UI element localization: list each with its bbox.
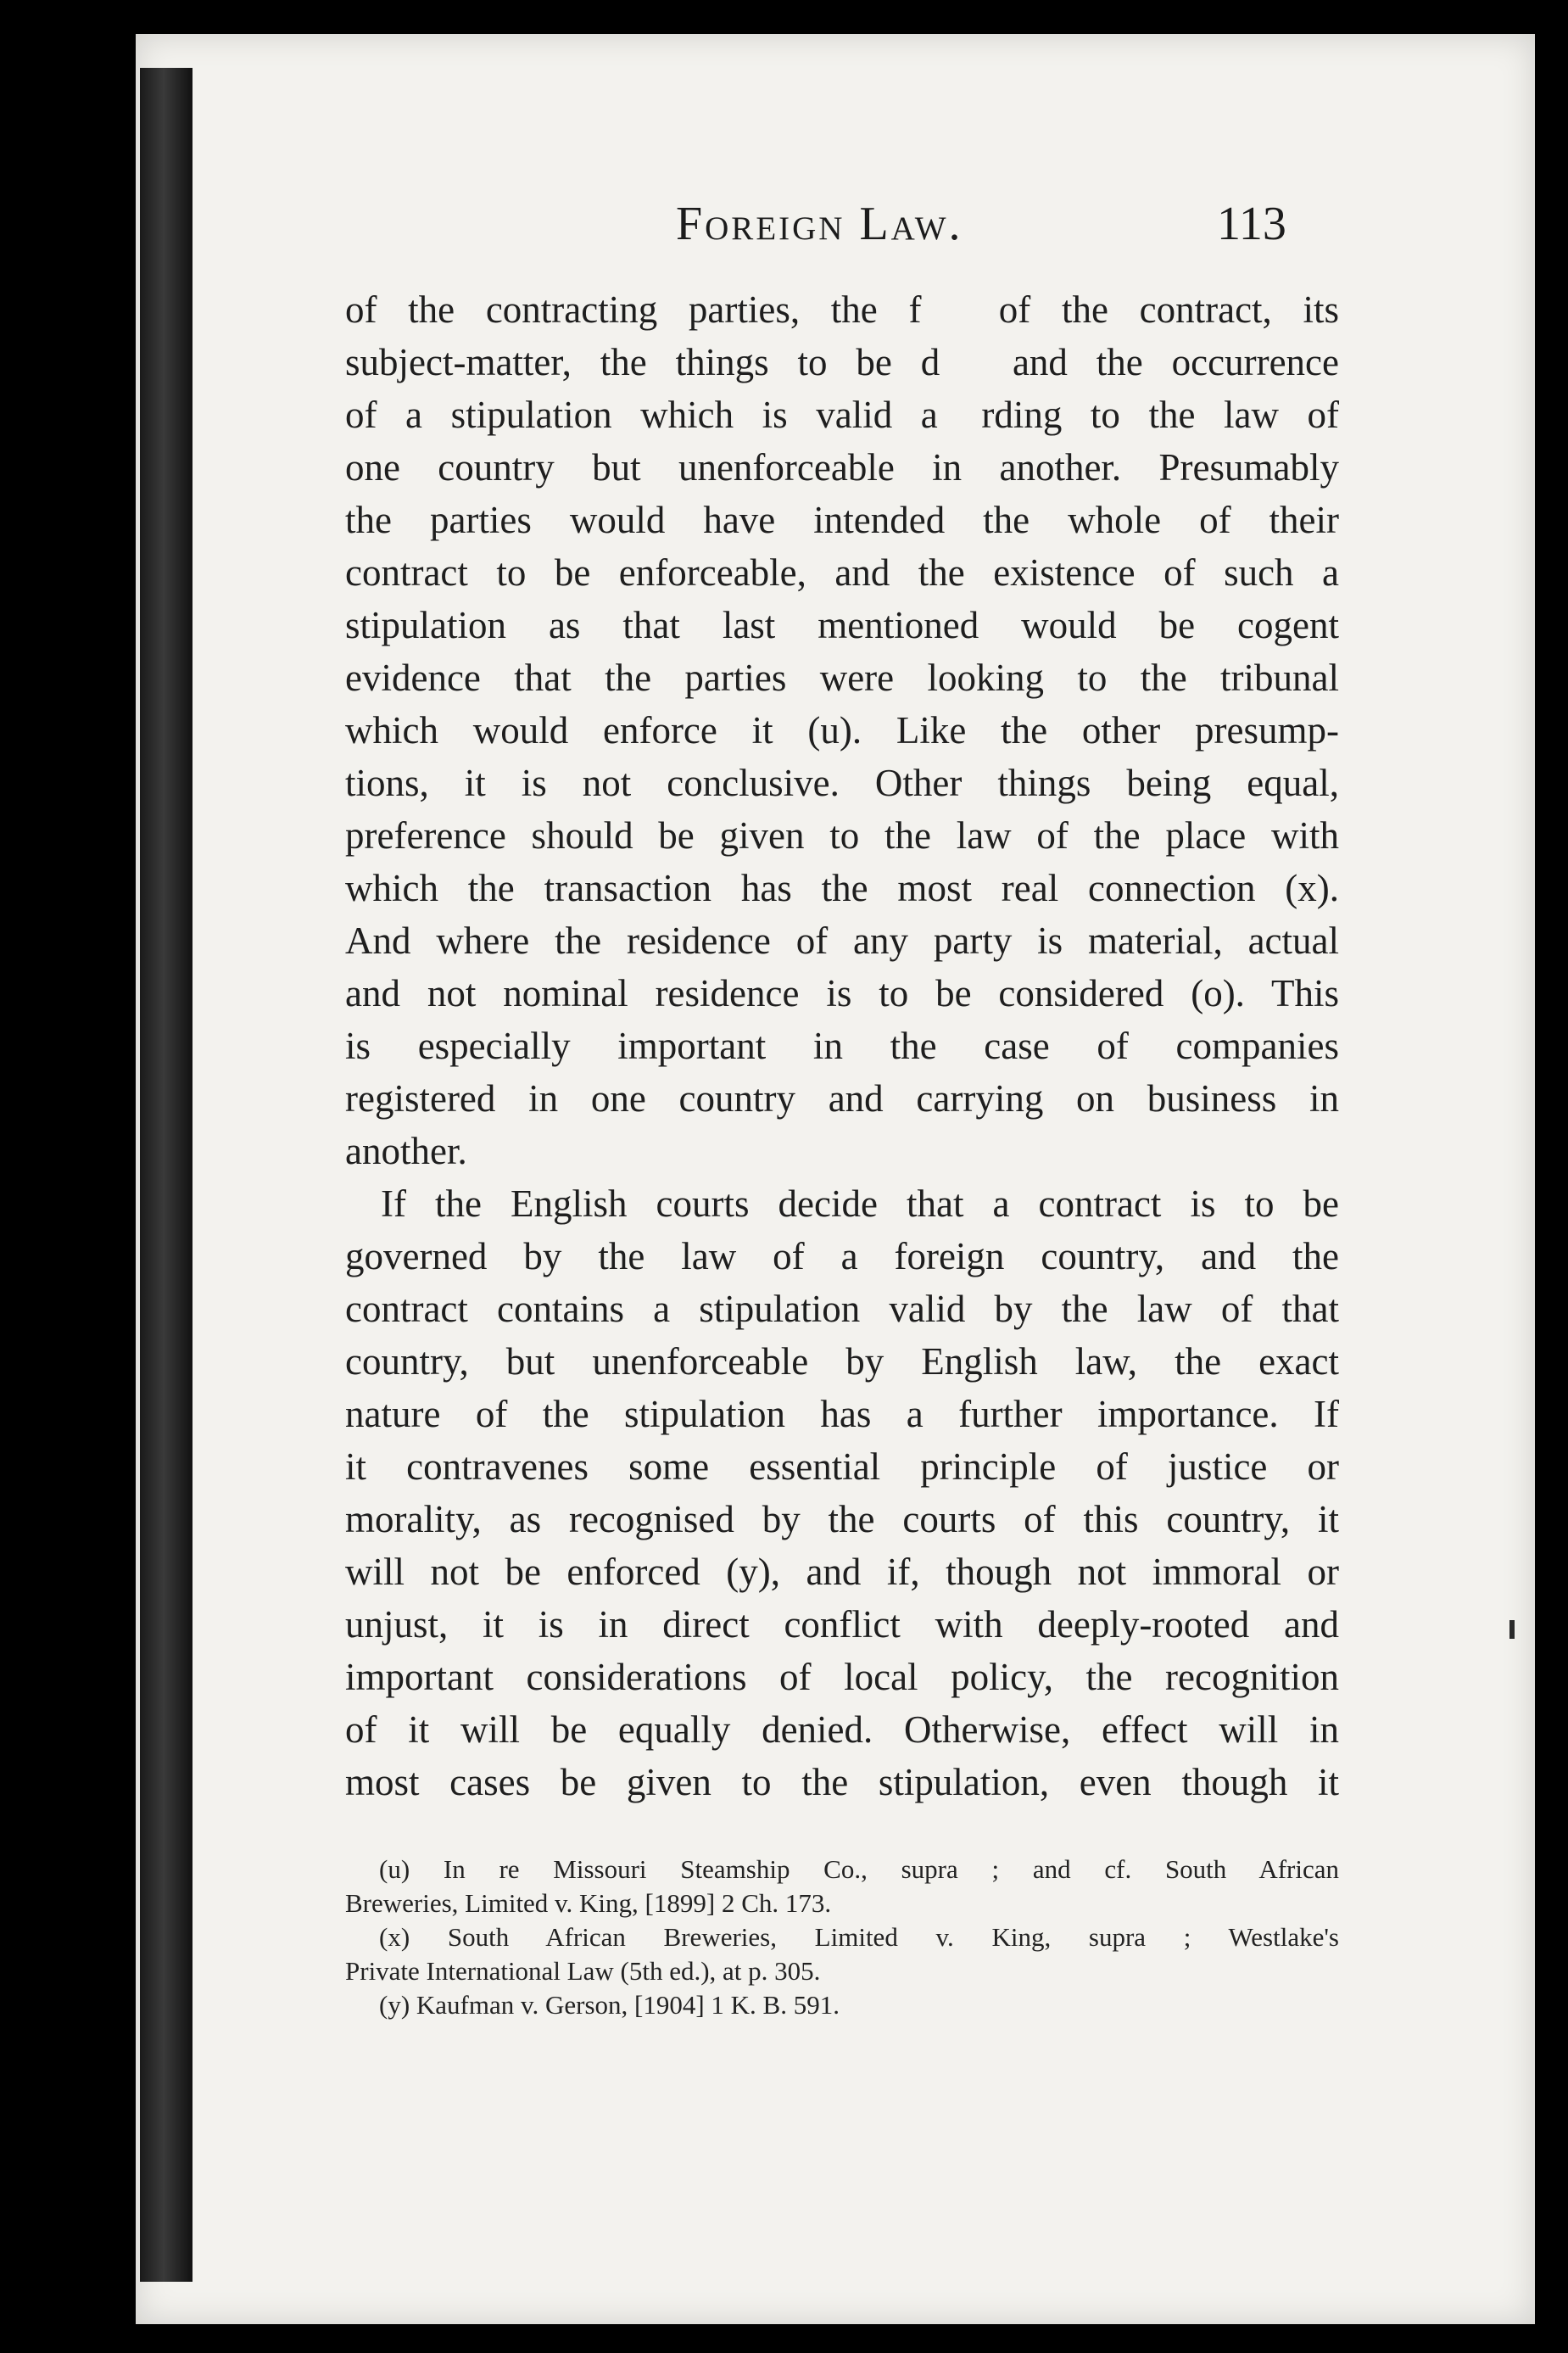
text-line: of it will be equally denied. Otherwise, effect will in <box>345 1708 1339 1751</box>
footnote-line: (u) In re Missouri Steamship Co., supra ; and cf. South African <box>379 1854 1339 1884</box>
text-line: contract to be enforceable, and the existence of such a <box>345 551 1339 594</box>
footnote-line: Breweries, Limited v. King, [1899] 2 Ch. 173. <box>345 1888 832 1918</box>
text-line: one country but unenforceable in another. Presumably <box>345 446 1339 489</box>
page-number: 113 <box>1217 198 1286 250</box>
text-line: important considerations of local policy, the recognition <box>345 1656 1339 1698</box>
text-line: it contravenes some essential principle of justice or <box>345 1445 1339 1488</box>
footnotes <box>345 1853 1339 2022</box>
footnote-line: (y) Kaufman v. Gerson, [1904] 1 K. B. 591. <box>379 1990 840 2020</box>
text-line: contract contains a stipulation valid by the law of that <box>345 1288 1339 1330</box>
text-line: most cases be given to the stipulation, even though it <box>345 1761 1339 1803</box>
text-line: evidence that the parties were looking to the tribunal <box>345 657 1339 699</box>
text-line: which the transaction has the most real connection (x). <box>345 867 1339 909</box>
text-line: registered in one country and carrying on business in <box>345 1077 1339 1120</box>
text-line: the parties would have intended the whole of their <box>345 499 1339 541</box>
text-line: is especially important in the case of companies <box>345 1025 1339 1067</box>
margin-mark <box>1509 1620 1515 1639</box>
text-line: And where the residence of any party is material, actual <box>345 919 1339 962</box>
text-line: of the contracting parties, the f of the contract, its <box>345 288 1339 331</box>
page-binding-edge <box>140 68 193 2282</box>
text-line: nature of the stipulation has a further importance. If <box>345 1393 1339 1435</box>
text-line: unjust, it is in direct conflict with deeply-rooted and <box>345 1603 1339 1646</box>
text-line: which would enforce it (u). Like the other presump- <box>345 709 1339 752</box>
text-line: tions, it is not conclusive. Other things being equal, <box>345 762 1339 804</box>
footnote-line: Private International Law (5th ed.), at p. 305. <box>345 1956 821 1986</box>
text-line: another. <box>345 1130 467 1172</box>
text-line: morality, as recognised by the courts of this country, it <box>345 1498 1339 1540</box>
body-text <box>345 283 1339 1808</box>
text-line: governed by the law of a foreign country, and the <box>345 1235 1339 1277</box>
text-line: If the English courts decide that a contract is to be <box>381 1182 1339 1225</box>
text-line: and not nominal residence is to be considered (o). This <box>345 972 1339 1014</box>
running-header <box>0 197 1568 265</box>
text-line: will not be enforced (y), and if, though not immoral or <box>345 1551 1339 1593</box>
running-title: Foreign Law. <box>676 198 963 250</box>
footnote-line: (x) South African Breweries, Limited v. King, supra ; Westlake's <box>379 1922 1339 1952</box>
text-line: country, but unenforceable by English law, the exact <box>345 1340 1339 1383</box>
text-line: preference should be given to the law of the place with <box>345 814 1339 857</box>
text-line: stipulation as that last mentioned would be cogent <box>345 604 1339 646</box>
text-line: of a stipulation which is valid a rding to the law of <box>345 394 1339 436</box>
text-line: subject-matter, the things to be d and the occurrence <box>345 341 1339 383</box>
